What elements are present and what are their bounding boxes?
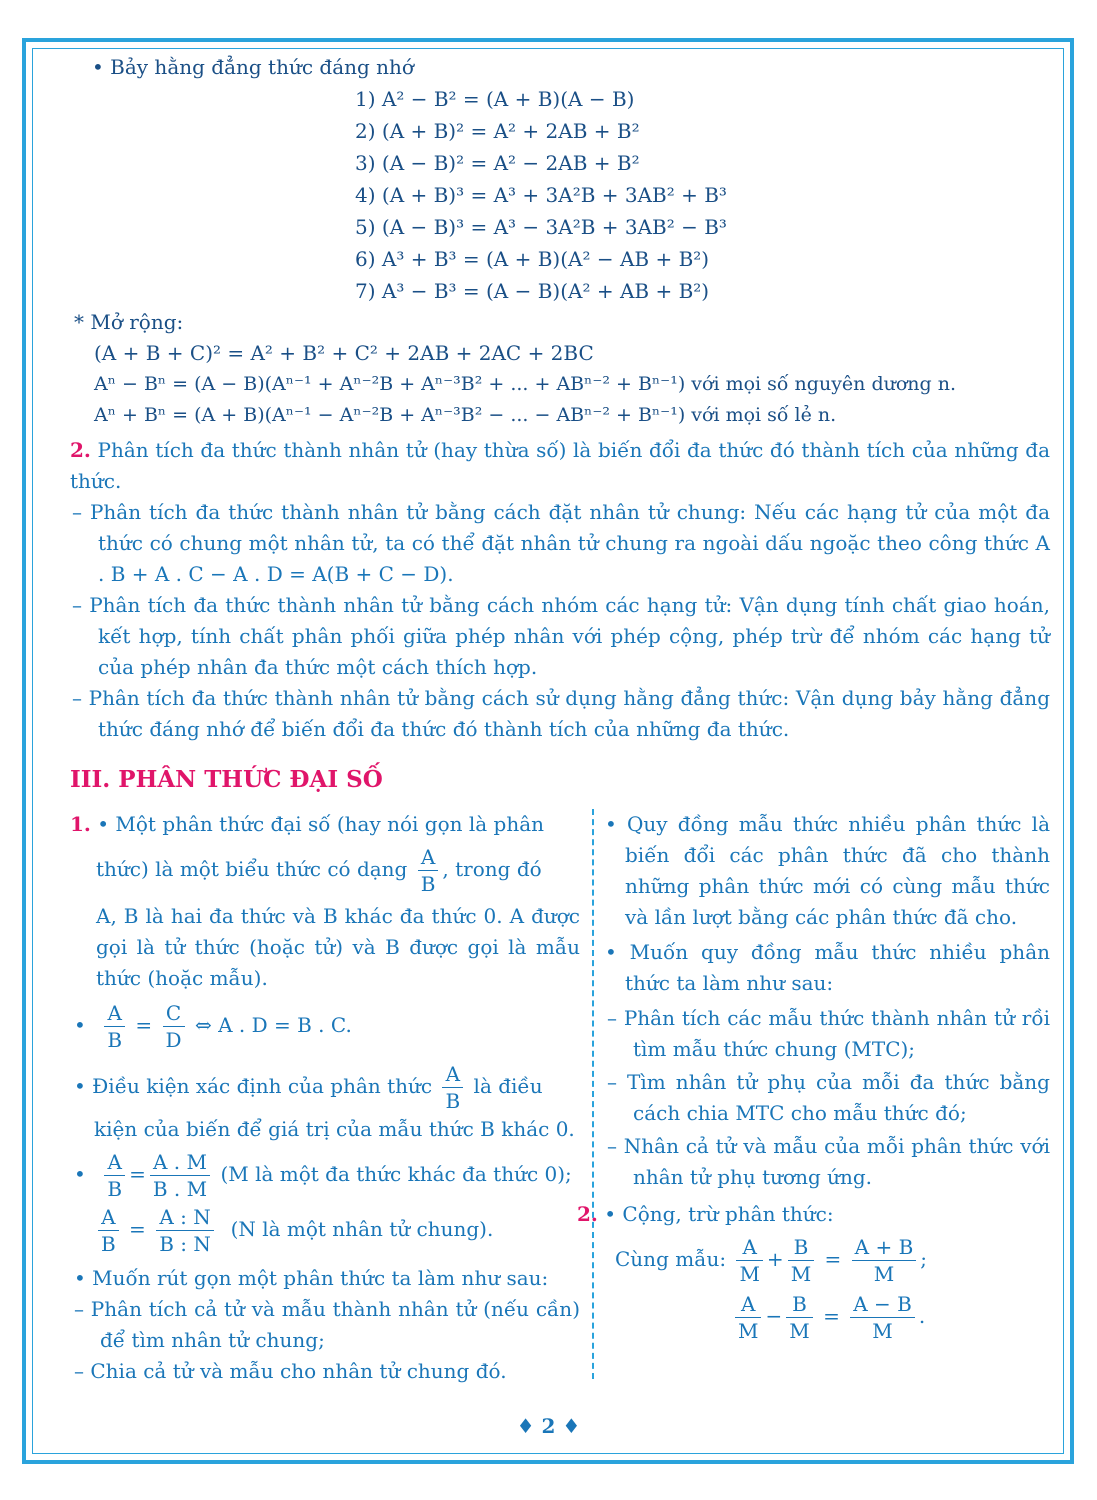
addition-rule: Cùng mẫu: $\frac{A}{M}$ + $\frac{B}{M}$ = $\frac{A + B}{M}$ ;	[615, 1235, 928, 1286]
fraction-a-m-2	[735, 1291, 761, 1344]
fraction-c-d	[163, 1000, 185, 1053]
add-subtract-text: • Cộng, trừ phân thức:	[604, 1202, 834, 1226]
frac-num: B	[788, 1234, 814, 1261]
identity-3: 3) (A − B)² = A² − 2AB + B²	[355, 151, 640, 175]
section-number-1: 1.	[70, 812, 91, 836]
fraction-b-m-2	[786, 1291, 812, 1344]
frac-den: M	[739, 1262, 760, 1286]
definition-text-c: , trong đó	[442, 857, 542, 881]
left-column	[70, 809, 580, 1387]
fraction-an-bn	[156, 1204, 214, 1257]
frac-den: B . M	[152, 1177, 208, 1201]
fraction-a-b	[104, 1000, 125, 1053]
section-number-2b: 2.	[577, 1202, 598, 1226]
multiply-note: (M là một đa thức khác đa thức 0);	[220, 1162, 572, 1186]
identity-4: 4) (A + B)³ = A³ + 3A²B + 3AB² + B³	[355, 183, 727, 207]
fraction-a-m	[736, 1234, 762, 1287]
fraction-amb-m	[850, 1291, 915, 1344]
definition-text-d: A, B là hai đa thức và B khác đa thức 0. A được gọi là tử thức (hoặc tử) và B được gọi là mẫu thức (hoặc mẫu).	[96, 904, 580, 990]
frac-den: M	[789, 1319, 810, 1343]
column-divider	[592, 809, 594, 1379]
section-number-2: 2.	[70, 438, 91, 462]
definition-text-b: thức) là một biểu thức có dạng	[96, 857, 408, 881]
frac-num: A	[98, 1204, 119, 1231]
definition-text-a: • Một phân thức đại số (hay nói gọn là phân	[97, 812, 545, 836]
fraction-a-over-b	[418, 844, 439, 897]
frac-den: B	[101, 1232, 116, 1256]
frac-num: C	[163, 1000, 185, 1027]
frac-den: D	[165, 1028, 182, 1052]
frac-den: B	[107, 1177, 123, 1201]
same-denominator-label: Cùng mẫu:	[615, 1247, 727, 1271]
common-denominator-definition: • Quy đồng mẫu thức nhiều phân thức là biến đổi các phân thức đã cho thành những phân thức mới có cùng mẫu thức và lần lượt bằng các phân thức đã cho.	[605, 812, 1050, 929]
frac-num: A + B	[852, 1234, 917, 1261]
subtraction-rule: $\frac{A}{M}$ − $\frac{B}{M}$ = $\frac{A - B}{M}$ .	[605, 1291, 1050, 1344]
frac-num: A	[735, 1291, 761, 1318]
equality-rhs: ⇔ A . D = B . C.	[194, 1013, 352, 1037]
right-column	[577, 809, 1050, 1344]
simplify-title: • Muốn rút gọn một phân thức ta làm như sau:	[74, 1266, 549, 1290]
common-denominator-step-2: – Tìm nhân tử phụ của mỗi đa thức bằng cách chia MTC cho mẫu thức đó;	[607, 1070, 1050, 1125]
frac-den: M	[873, 1262, 895, 1286]
fraction-b-m	[788, 1234, 814, 1287]
factoring-method-3: – Phân tích đa thức thành nhân tử bằng cách sử dụng hằng đẳng thức: Vận dụng bảy hằng đẳng thức đáng nhớ để biến đổi đa thức đó thành tích của những đa thức.	[72, 686, 1050, 741]
two-column-section	[70, 809, 1050, 1383]
condition-text-b: là điều	[473, 1074, 543, 1098]
frac-den: B	[445, 1089, 461, 1113]
domain-condition	[70, 1061, 580, 1114]
frac-num: B	[786, 1291, 812, 1318]
frac-den: M	[738, 1319, 759, 1343]
factoring-paragraph	[70, 435, 1050, 497]
frac-num: A	[104, 1000, 125, 1027]
frac-num: A	[736, 1234, 762, 1261]
frac-num: A − B	[850, 1291, 915, 1318]
frac-den: B	[420, 872, 436, 896]
identity-5: 5) (A − B)³ = A³ − 3A²B + 3AB² − B³	[355, 215, 727, 239]
frac-den: B	[107, 1028, 123, 1052]
extension-line-3: Aⁿ + Bⁿ = (A + B)(Aⁿ⁻¹ − Aⁿ⁻²B + Aⁿ⁻³B² − ... − ABⁿ⁻² + Bⁿ⁻¹) với mọi số lẻ n.	[94, 404, 837, 426]
fraction-am-bm	[150, 1149, 210, 1202]
fraction-a-b-2	[442, 1061, 463, 1114]
fraction-a-b-3	[104, 1149, 125, 1202]
page-content	[70, 52, 1051, 1383]
extension-line-2: Aⁿ − Bⁿ = (A − B)(Aⁿ⁻¹ + Aⁿ⁻²B + Aⁿ⁻³B² + ... + ABⁿ⁻² + Bⁿ⁻¹) với mọi số nguyên dương n.	[94, 373, 957, 395]
divide-note: (N là một nhân tử chung).	[230, 1217, 494, 1241]
common-denominator-step-3: – Nhân cả tử và mẫu của mỗi phân thức với nhân tử phụ tương ứng.	[607, 1134, 1050, 1189]
bullet: •	[74, 1162, 86, 1186]
factoring-method-2: – Phân tích đa thức thành nhân tử bằng cách nhóm các hạng tử: Vận dụng tính chất giao hoán, kết hợp, tính chất phân phối giữa phép nhân với phép cộng, phép trừ để nhóm các hạng tử của phép nhân đa thức một cách thích hợp.	[72, 593, 1050, 679]
multiply-rule: • $\frac{A}{B}$ = $\frac{A . M}{B . M}$ (M là một đa thức khác đa thức 0);	[74, 1150, 572, 1201]
fraction-definition-line-1	[70, 809, 580, 840]
identity-6: 6) A³ + B³ = (A + B)(A² − AB + B²)	[355, 247, 710, 271]
simplify-step-2: – Chia cả tử và mẫu cho nhân tử chung đó.	[74, 1359, 507, 1383]
frac-den: B : N	[159, 1232, 211, 1256]
divide-rule: $\frac{A}{B}$ = $\frac{A : N}{B : N}$ (N là một nhân tử chung).	[70, 1204, 580, 1257]
page-number: ♦ 2 ♦	[516, 1414, 581, 1438]
factoring-definition: Phân tích đa thức thành nhân tử (hay thừa số) là biến đổi đa thức đó thành tích của những đa thức.	[70, 438, 1051, 493]
bullet: •	[74, 1013, 86, 1037]
frac-num: A . M	[150, 1149, 210, 1176]
extension-title: * Mở rộng:	[74, 310, 184, 334]
frac-den: M	[872, 1319, 893, 1343]
frac-num: A	[418, 844, 439, 871]
frac-den: M	[790, 1262, 812, 1286]
condition-text-a: • Điều kiện xác định của phân thức	[74, 1074, 433, 1098]
condition-text-c: kiện của biến để giá trị của mẫu thức B khác 0.	[94, 1117, 575, 1141]
simplify-step-1: – Phân tích cả tử và mẫu thành nhân tử (nếu cần) để tìm nhân tử chung;	[74, 1297, 580, 1352]
fraction-equality-rule: • $\frac{A}{B}$ = $\frac{C}{D}$ ⇔ A . D = B . C.	[74, 1001, 352, 1052]
frac-num: A : N	[156, 1204, 214, 1231]
frac-num: A	[104, 1149, 125, 1176]
identities-list	[70, 83, 1050, 307]
factoring-method-1: – Phân tích đa thức thành nhân tử bằng cách đặt nhân tử chung: Nếu các hạng tử của một đa thức có chung một nhân tử, ta có thể đặt nhân tử chung ra ngoài dấu ngoặc theo công thức A . B + A . C − A . D = A(B + C − D).	[72, 500, 1050, 586]
frac-num: A	[442, 1061, 463, 1088]
add-subtract-title	[577, 1199, 1050, 1230]
identities-heading: • Bảy hằng đẳng thức đáng nhớ	[92, 55, 414, 79]
common-denominator-step-1: – Phân tích các mẫu thức thành nhân tử rồi tìm mẫu thức chung (MTC);	[607, 1006, 1050, 1061]
identity-1: 1) A² − B² = (A + B)(A − B)	[355, 87, 635, 111]
fraction-apb-m	[852, 1234, 917, 1287]
extension-line-1: (A + B + C)² = A² + B² + C² + 2AB + 2AC + 2BC	[94, 341, 594, 365]
identity-7: 7) A³ − B³ = (A − B)(A² + AB + B²)	[355, 279, 710, 303]
identity-2: 2) (A + B)² = A² + 2AB + B²	[355, 119, 640, 143]
common-denominator-how: • Muốn quy đồng mẫu thức nhiều phân thức ta làm như sau:	[605, 940, 1050, 995]
fraction-definition-line-2	[70, 844, 580, 897]
fraction-a-b-4	[98, 1204, 119, 1257]
section-title-iii: III. PHÂN THỨC ĐẠI SỐ	[70, 766, 383, 793]
